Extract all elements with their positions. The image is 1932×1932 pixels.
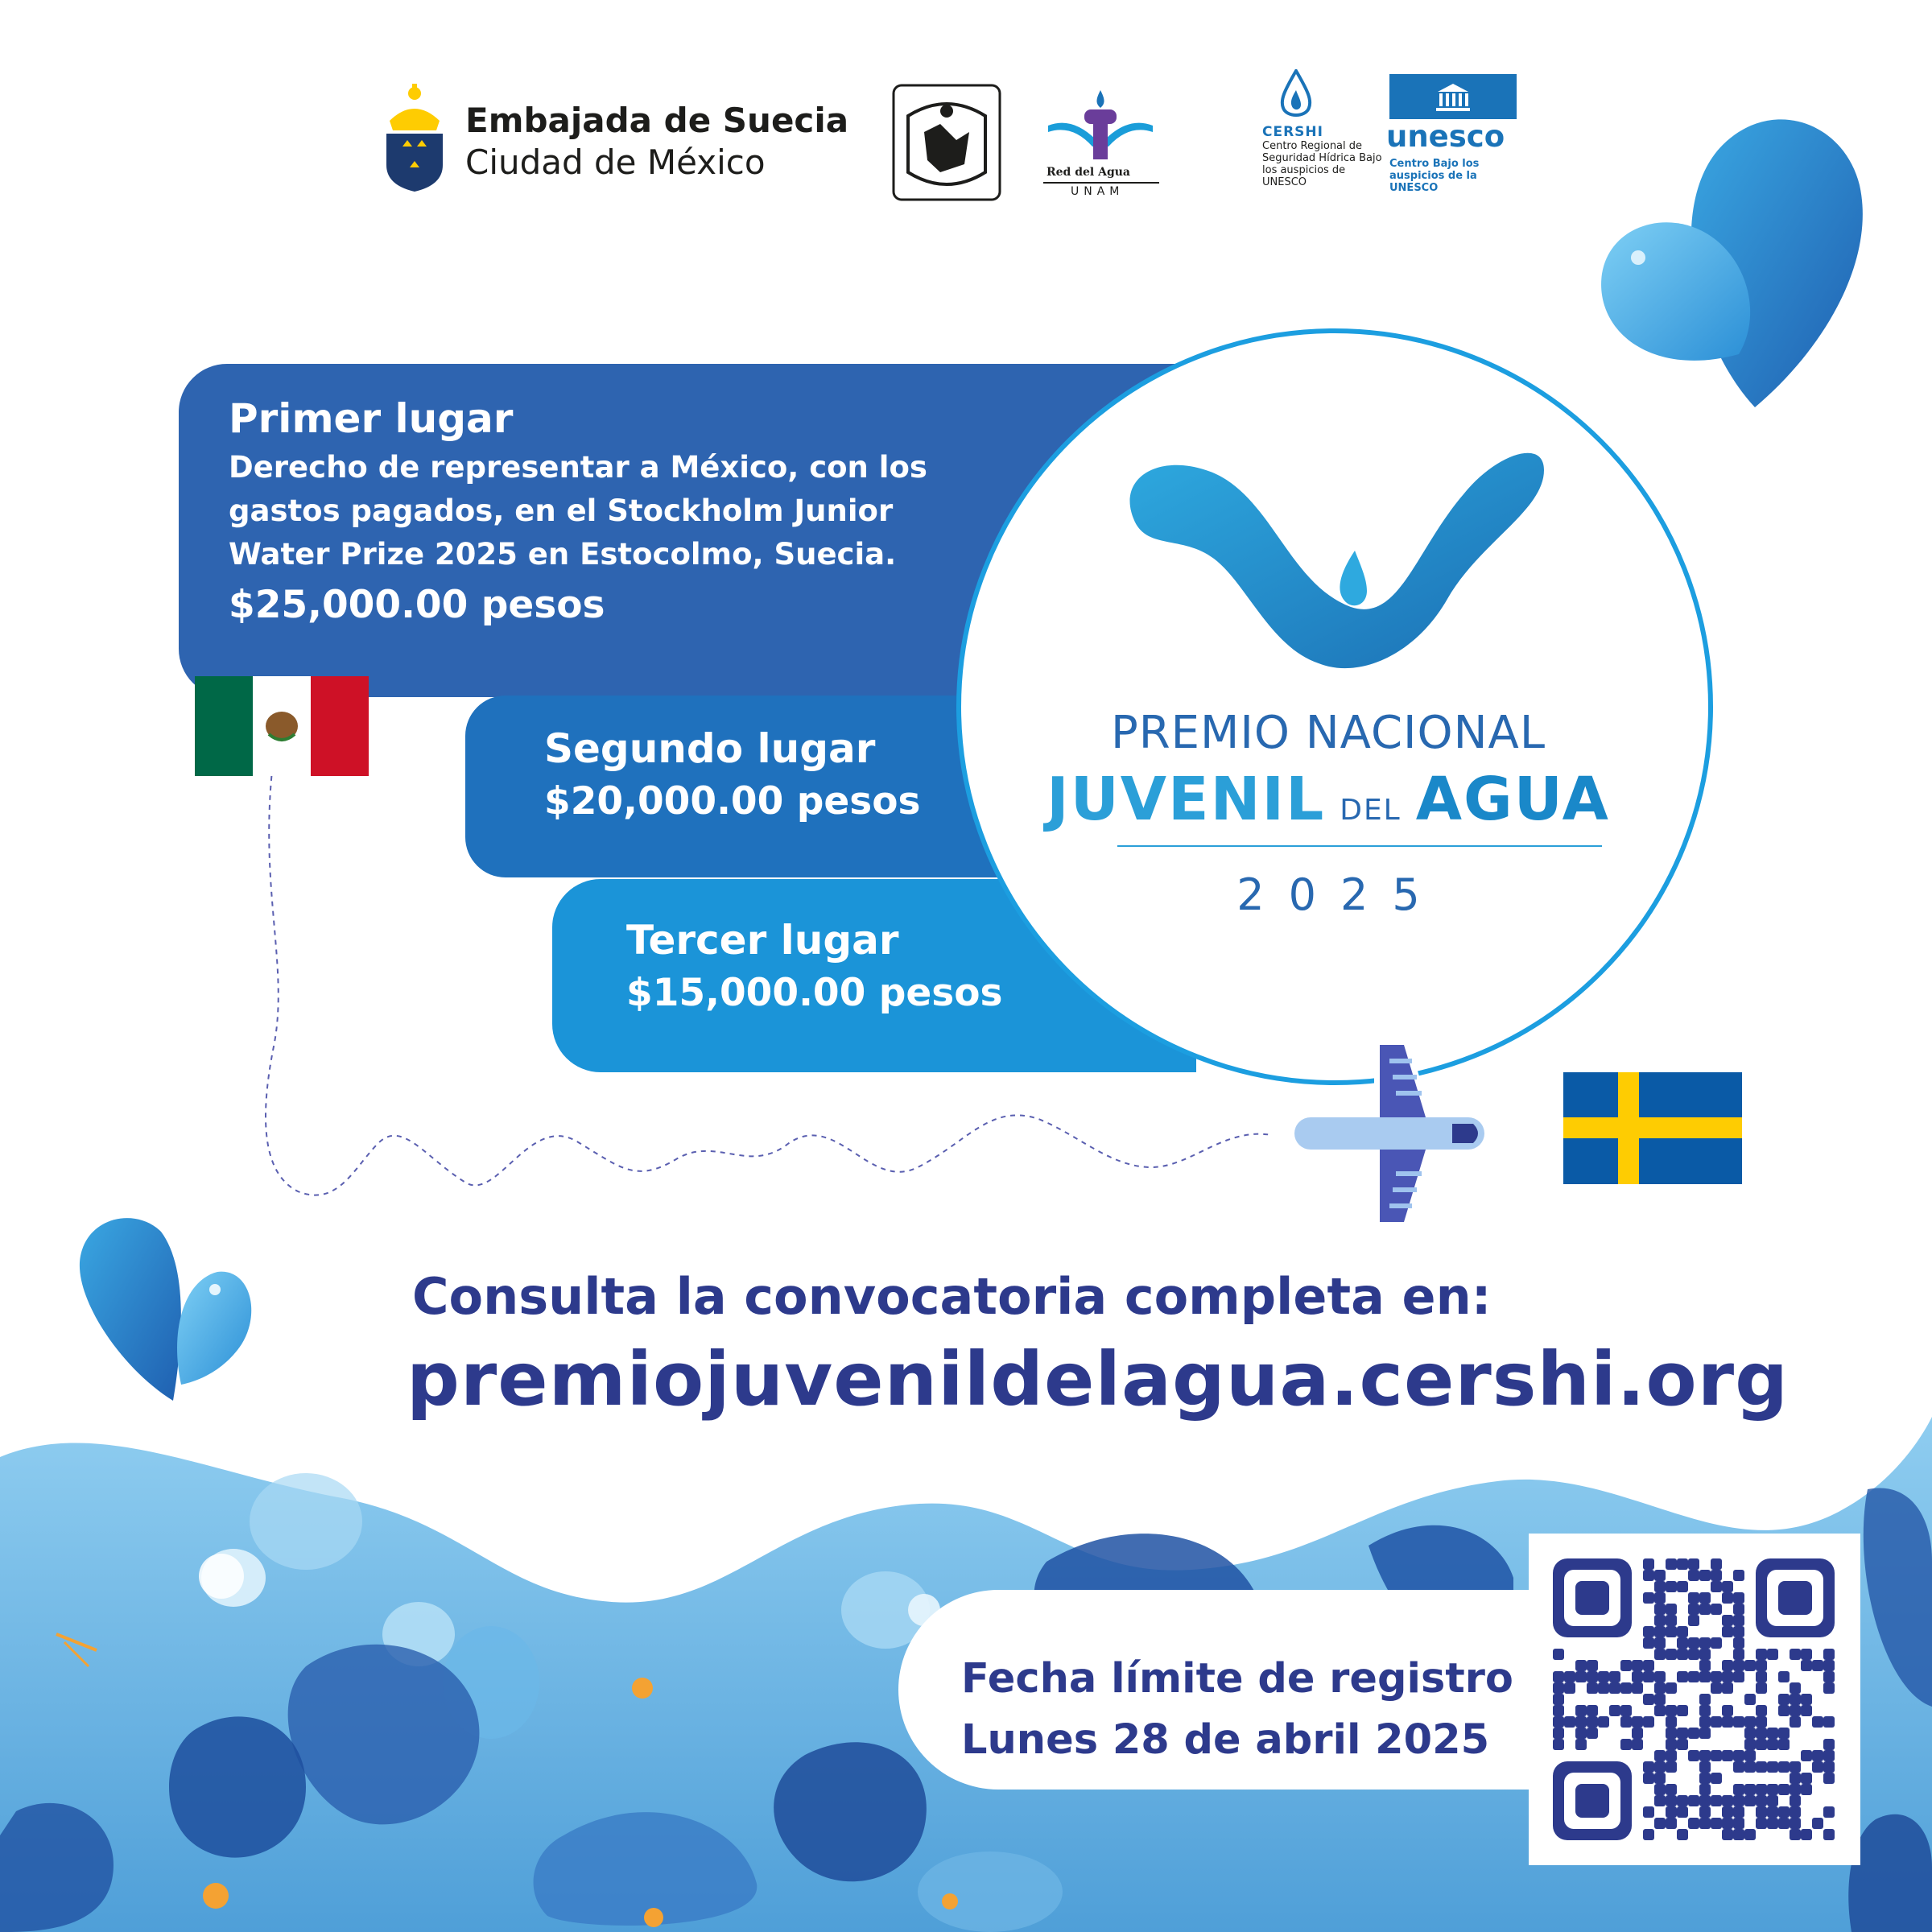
first-place-amount: $25,000.00 pesos (229, 583, 605, 627)
qr-code-icon[interactable] (1553, 1558, 1835, 1840)
third-place-title: Tercer lugar (626, 917, 899, 964)
red-del-agua-sub: UNAM (1071, 185, 1125, 198)
brand-mark-icon (1125, 422, 1552, 679)
red-del-agua-logo (1040, 84, 1161, 164)
brand-year: 2025 (1236, 869, 1444, 920)
brand-juvenil: JUVENIL (1046, 765, 1326, 834)
unesco-temple (1389, 74, 1517, 119)
first-place-desc: Derecho de representar a México, con los gastos pagados, en el Stockholm Junior Water Prize 2025 en Estocolmo, Suecia. (229, 450, 927, 572)
brand-del: DEL (1340, 794, 1402, 827)
sweden-flag-icon (1563, 1072, 1742, 1184)
sweden-embassy-line1: Embajada de Suecia (465, 101, 849, 140)
sweden-embassy-line2: Ciudad de México (465, 142, 766, 182)
second-place-title: Segundo lugar (544, 725, 876, 772)
brand-line2 (998, 765, 1658, 834)
cershi-name: CERSHI (1262, 124, 1323, 140)
red-del-agua-rule (1043, 182, 1159, 184)
sweden-embassy-name (465, 100, 848, 184)
brand-line1: PREMIO NACIONAL (1110, 707, 1546, 759)
mexico-flag-icon (195, 676, 369, 776)
website-link[interactable]: premiojuvenildelagua.cershi.org (407, 1336, 1789, 1422)
red-del-agua-name: Red del Agua (1046, 166, 1130, 179)
brand-divider (1117, 845, 1602, 847)
water-drop-icon (1278, 69, 1314, 121)
first-place-title: Primer lugar (229, 395, 514, 442)
unam-seal (892, 84, 1001, 201)
deadline-text (961, 1649, 1513, 1771)
crown-shield-icon (382, 80, 448, 193)
deadline-line2: Lunes 28 de abril 2025 (961, 1716, 1490, 1764)
airplane-icon (1283, 1037, 1494, 1230)
unesco-desc: Centro Bajo los auspicios de la UNESCO (1389, 158, 1480, 194)
unesco-name: unesco (1386, 119, 1505, 154)
brand-agua: AGUA (1415, 765, 1610, 834)
third-place-amount: $15,000.00 pesos (626, 971, 1003, 1015)
deadline-line1: Fecha límite de registro (961, 1655, 1513, 1703)
cershi-desc: Centro Regional de Seguridad Hídrica Bajo los auspicios de UNESCO (1262, 140, 1382, 188)
second-place-amount: $20,000.00 pesos (544, 779, 921, 824)
consulta-text: Consulta la convocatoria completa en: (412, 1267, 1492, 1326)
